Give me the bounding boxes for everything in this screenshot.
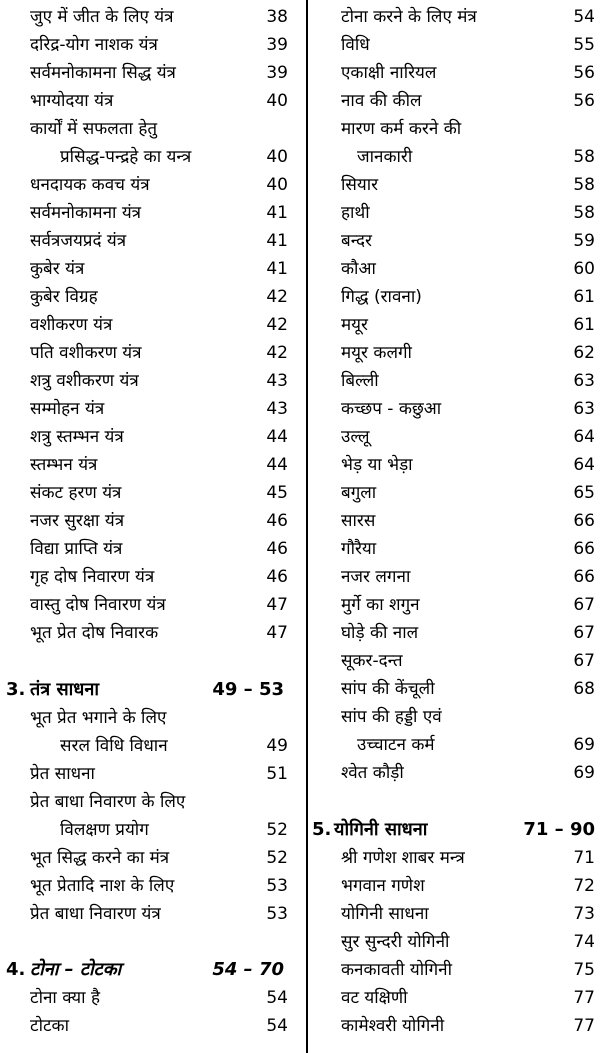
page-number: 52 [266, 820, 288, 840]
page-number: 58 [573, 203, 595, 223]
entry-title: विद्या प्राप्ति यंत्र [30, 539, 123, 559]
entry-title: बगुला [341, 483, 377, 503]
page-number: 41 [266, 203, 288, 223]
section-number: 5. [312, 819, 332, 840]
entry-title: दरिद्र-योग नाशक यंत्र [30, 35, 158, 55]
page-number: 77 [573, 1016, 595, 1036]
entry-title: तंत्र साधना [30, 679, 100, 700]
toc-entry [312, 619, 600, 647]
entry-title: विधि [341, 35, 370, 55]
page-number: 52 [266, 848, 288, 868]
toc-entry [312, 731, 600, 759]
entry-title: कुबेर यंत्र [30, 259, 85, 279]
toc-entry [0, 479, 300, 507]
page-number: 53 [266, 904, 288, 924]
toc-entry [312, 3, 600, 31]
entry-title: भगवान गणेश [341, 876, 425, 896]
toc-section-heading [0, 676, 300, 704]
toc-entry [312, 395, 600, 423]
page-number: 56 [573, 91, 595, 111]
entry-title: श्वेत कौड़ी [341, 763, 404, 783]
page-number: 41 [266, 231, 288, 251]
page-number: 56 [573, 63, 595, 83]
page-number: 71 – 90 [523, 819, 595, 840]
toc-section-heading [312, 816, 600, 844]
toc-entry [0, 339, 300, 367]
entry-title: मुर्गे का शगुन [341, 595, 420, 615]
toc-entry [312, 703, 600, 731]
page-number: 75 [573, 960, 595, 980]
entry-title: प्रेत बाधा निवारण के लिए [30, 792, 186, 812]
entry-title: नजर लगना [341, 567, 411, 587]
toc-entry [0, 451, 300, 479]
page-number: 53 [266, 876, 288, 896]
entry-title: कच्छप - कछुआ [341, 399, 442, 419]
entry-title: सारस [341, 511, 376, 531]
page-number: 43 [266, 399, 288, 419]
page-number: 49 – 53 [212, 679, 284, 700]
page-number: 40 [266, 175, 288, 195]
toc-entry [312, 31, 600, 59]
toc-entry [312, 872, 600, 900]
entry-title: एकाक्षी नारियल [341, 63, 437, 83]
page-number: 54 – 70 [212, 959, 284, 980]
page-number: 38 [266, 7, 288, 27]
page-number: 66 [573, 511, 595, 531]
toc-entry [0, 87, 300, 115]
toc-entry [0, 59, 300, 87]
page-number: 42 [266, 287, 288, 307]
entry-title: शत्रु वशीकरण यंत्र [30, 371, 139, 391]
page-number: 61 [573, 287, 595, 307]
entry-title: योगिनी साधना [341, 904, 429, 924]
entry-title: उल्लू [341, 427, 370, 447]
toc-entry [0, 143, 300, 171]
entry-title: सर्वमनोकामना सिद्ध यंत्र [30, 63, 176, 83]
entry-title: प्रेत बाधा निवारण यंत्र [30, 904, 161, 924]
toc-section-heading [0, 956, 300, 984]
toc-entry [312, 900, 600, 928]
entry-title: भूत सिद्ध करने का मंत्र [30, 848, 170, 868]
toc-entry [0, 3, 300, 31]
entry-title: कौआ [341, 259, 376, 279]
page-number: 46 [266, 567, 288, 587]
toc-entry [0, 732, 300, 760]
toc-entry [312, 227, 600, 255]
page-number: 77 [573, 988, 595, 1008]
column-divider [306, 0, 308, 1053]
page-number: 66 [573, 539, 595, 559]
toc-entry [312, 199, 600, 227]
toc-entry [312, 311, 600, 339]
entry-title: शत्रु स्तम्भन यंत्र [30, 427, 124, 447]
entry-title: सांप की हड्डी एवं [341, 707, 442, 727]
entry-title: उच्चाटन कर्म [357, 735, 435, 755]
entry-title: भाग्योदया यंत्र [30, 91, 114, 111]
entry-title: नजर सुरक्षा यंत्र [30, 511, 125, 531]
page-number: 67 [573, 623, 595, 643]
toc-entry [312, 1012, 600, 1040]
toc-entry [312, 143, 600, 171]
toc-entry [0, 367, 300, 395]
toc-entry [0, 619, 300, 647]
toc-entry [0, 31, 300, 59]
entry-title: नाव की कील [341, 91, 422, 111]
toc-entry [312, 647, 600, 675]
page-number: 39 [266, 35, 288, 55]
page-number: 39 [266, 63, 288, 83]
toc-entry [0, 872, 300, 900]
toc-entry [0, 900, 300, 928]
page-number: 59 [573, 231, 595, 251]
entry-title: जानकारी [357, 147, 413, 167]
entry-title: गृह दोष निवारण यंत्र [30, 567, 155, 587]
page-number: 63 [573, 399, 595, 419]
page-number: 64 [573, 455, 595, 475]
toc-entry [0, 171, 300, 199]
page-number: 49 [266, 736, 288, 756]
entry-title: योगिनी साधना [334, 819, 428, 840]
page-number: 62 [573, 343, 595, 363]
page-number: 41 [266, 259, 288, 279]
entry-title: सर्वमनोकामना यंत्र [30, 203, 142, 223]
toc-entry [312, 283, 600, 311]
toc-entry [0, 227, 300, 255]
toc-entry [312, 675, 600, 703]
entry-title: वट यक्षिणी [341, 988, 408, 1008]
toc-entry [0, 115, 300, 143]
toc-entry [312, 451, 600, 479]
page-number: 69 [573, 763, 595, 783]
page-number: 54 [266, 1016, 288, 1036]
toc-entry [0, 199, 300, 227]
entry-title: भेड़ या भेड़ा [341, 455, 413, 475]
toc-entry [312, 928, 600, 956]
page-number: 42 [266, 315, 288, 335]
page-number: 40 [266, 147, 288, 167]
toc-entry [0, 844, 300, 872]
page-number: 42 [266, 343, 288, 363]
entry-title: पति वशीकरण यंत्र [30, 343, 142, 363]
entry-title: संकट हरण यंत्र [30, 483, 122, 503]
toc-entry [0, 395, 300, 423]
entry-title: भूत प्रेत दोष निवारक [30, 623, 159, 643]
toc-entry [0, 283, 300, 311]
page-number: 67 [573, 651, 595, 671]
entry-title: हाथी [341, 203, 370, 223]
toc-entry [0, 816, 300, 844]
toc-entry [0, 788, 300, 816]
entry-title: जुए में जीत के लिए यंत्र [30, 7, 174, 27]
page-number: 71 [573, 848, 595, 868]
entry-title: गौरैया [341, 539, 377, 559]
toc-entry [0, 760, 300, 788]
page-number: 45 [266, 483, 288, 503]
toc-entry [312, 339, 600, 367]
page-number: 72 [573, 876, 595, 896]
toc-entry [0, 1012, 300, 1040]
entry-title: श्री गणेश शाबर मन्त्र [341, 848, 465, 868]
page-number: 44 [266, 455, 288, 475]
toc-entry [0, 255, 300, 283]
toc-entry [0, 563, 300, 591]
entry-title: वशीकरण यंत्र [30, 315, 113, 335]
toc-entry [0, 311, 300, 339]
toc-entry [0, 423, 300, 451]
page-number: 47 [266, 623, 288, 643]
entry-title: घोड़े की नाल [341, 623, 419, 643]
entry-title: सुर सुन्दरी योगिनी [341, 932, 450, 952]
toc-entry [312, 844, 600, 872]
toc-entry [312, 171, 600, 199]
page-number: 43 [266, 371, 288, 391]
page-number: 66 [573, 567, 595, 587]
entry-title: सूकर-दन्त [341, 651, 403, 671]
toc-entry [312, 423, 600, 451]
page-number: 60 [573, 259, 595, 279]
entry-title: वास्तु दोष निवारण यंत्र [30, 595, 166, 615]
page-number: 54 [266, 988, 288, 1008]
page-number: 55 [573, 35, 595, 55]
entry-title: टोना – टोटका [30, 959, 122, 980]
entry-title: कनकावती योगिनी [341, 960, 452, 980]
page-number: 61 [573, 315, 595, 335]
toc-entry [0, 591, 300, 619]
toc-entry [0, 507, 300, 535]
page-number: 73 [573, 904, 595, 924]
toc-entry [312, 115, 600, 143]
entry-title: सियार [341, 175, 379, 195]
page-number: 46 [266, 511, 288, 531]
entry-title: भूत प्रेत भगाने के लिए [30, 708, 167, 728]
entry-title: विलक्षण प्रयोग [60, 820, 149, 840]
toc-entry [312, 255, 600, 283]
page-number: 44 [266, 427, 288, 447]
entry-title: सरल विधि विधान [60, 736, 168, 756]
entry-title: टोना क्या है [30, 988, 101, 1008]
entry-title: मयूर [341, 315, 368, 335]
toc-entry [312, 367, 600, 395]
entry-title: मयूर कलगी [341, 343, 412, 363]
entry-title: कामेश्वरी योगिनी [341, 1016, 445, 1036]
entry-title: बन्दर [341, 231, 372, 251]
entry-title: सांप की केंचूली [341, 679, 435, 699]
entry-title: सम्मोहन यंत्र [30, 399, 105, 419]
toc-entry [312, 759, 600, 787]
entry-title: भूत प्रेतादि नाश के लिए [30, 876, 175, 896]
page-number: 69 [573, 735, 595, 755]
toc-entry [312, 535, 600, 563]
entry-title: टोटका [30, 1016, 69, 1036]
entry-title: टोना करने के लिए मंत्र [341, 7, 477, 27]
entry-title: प्रसिद्ध-पन्द्रहे का यन्त्र [60, 147, 192, 167]
toc-entry [312, 59, 600, 87]
entry-title: कार्यों में सफलता हेतु [30, 119, 158, 139]
entry-title: धनदायक कवच यंत्र [30, 175, 150, 195]
page-number: 54 [573, 7, 595, 27]
page-number: 40 [266, 91, 288, 111]
page-number: 64 [573, 427, 595, 447]
entry-title: बिल्ली [341, 371, 379, 391]
page-number: 51 [266, 764, 288, 784]
toc-entry [312, 984, 600, 1012]
page-number: 74 [573, 932, 595, 952]
section-number: 4. [6, 959, 26, 980]
entry-title: गिद्ध (रावना) [341, 287, 422, 307]
toc-entry [312, 479, 600, 507]
page-number: 65 [573, 483, 595, 503]
page-number: 58 [573, 147, 595, 167]
toc-entry [0, 984, 300, 1012]
toc-entry [312, 956, 600, 984]
entry-title: सर्वत्रजयप्रदं यंत्र [30, 231, 127, 251]
entry-title: मारण कर्म करने की [341, 119, 462, 139]
entry-title: कुबेर विग्रह [30, 287, 98, 307]
toc-entry [0, 704, 300, 732]
toc-entry [312, 507, 600, 535]
section-number: 3. [6, 679, 26, 700]
page-number: 46 [266, 539, 288, 559]
page-number: 68 [573, 679, 595, 699]
page-number: 67 [573, 595, 595, 615]
toc-entry [312, 87, 600, 115]
page-number: 58 [573, 175, 595, 195]
page-number: 47 [266, 595, 288, 615]
entry-title: प्रेत साधना [30, 764, 95, 784]
toc-entry [312, 563, 600, 591]
page-number: 63 [573, 371, 595, 391]
toc-entry [312, 591, 600, 619]
toc-entry [0, 535, 300, 563]
entry-title: स्तम्भन यंत्र [30, 455, 98, 475]
